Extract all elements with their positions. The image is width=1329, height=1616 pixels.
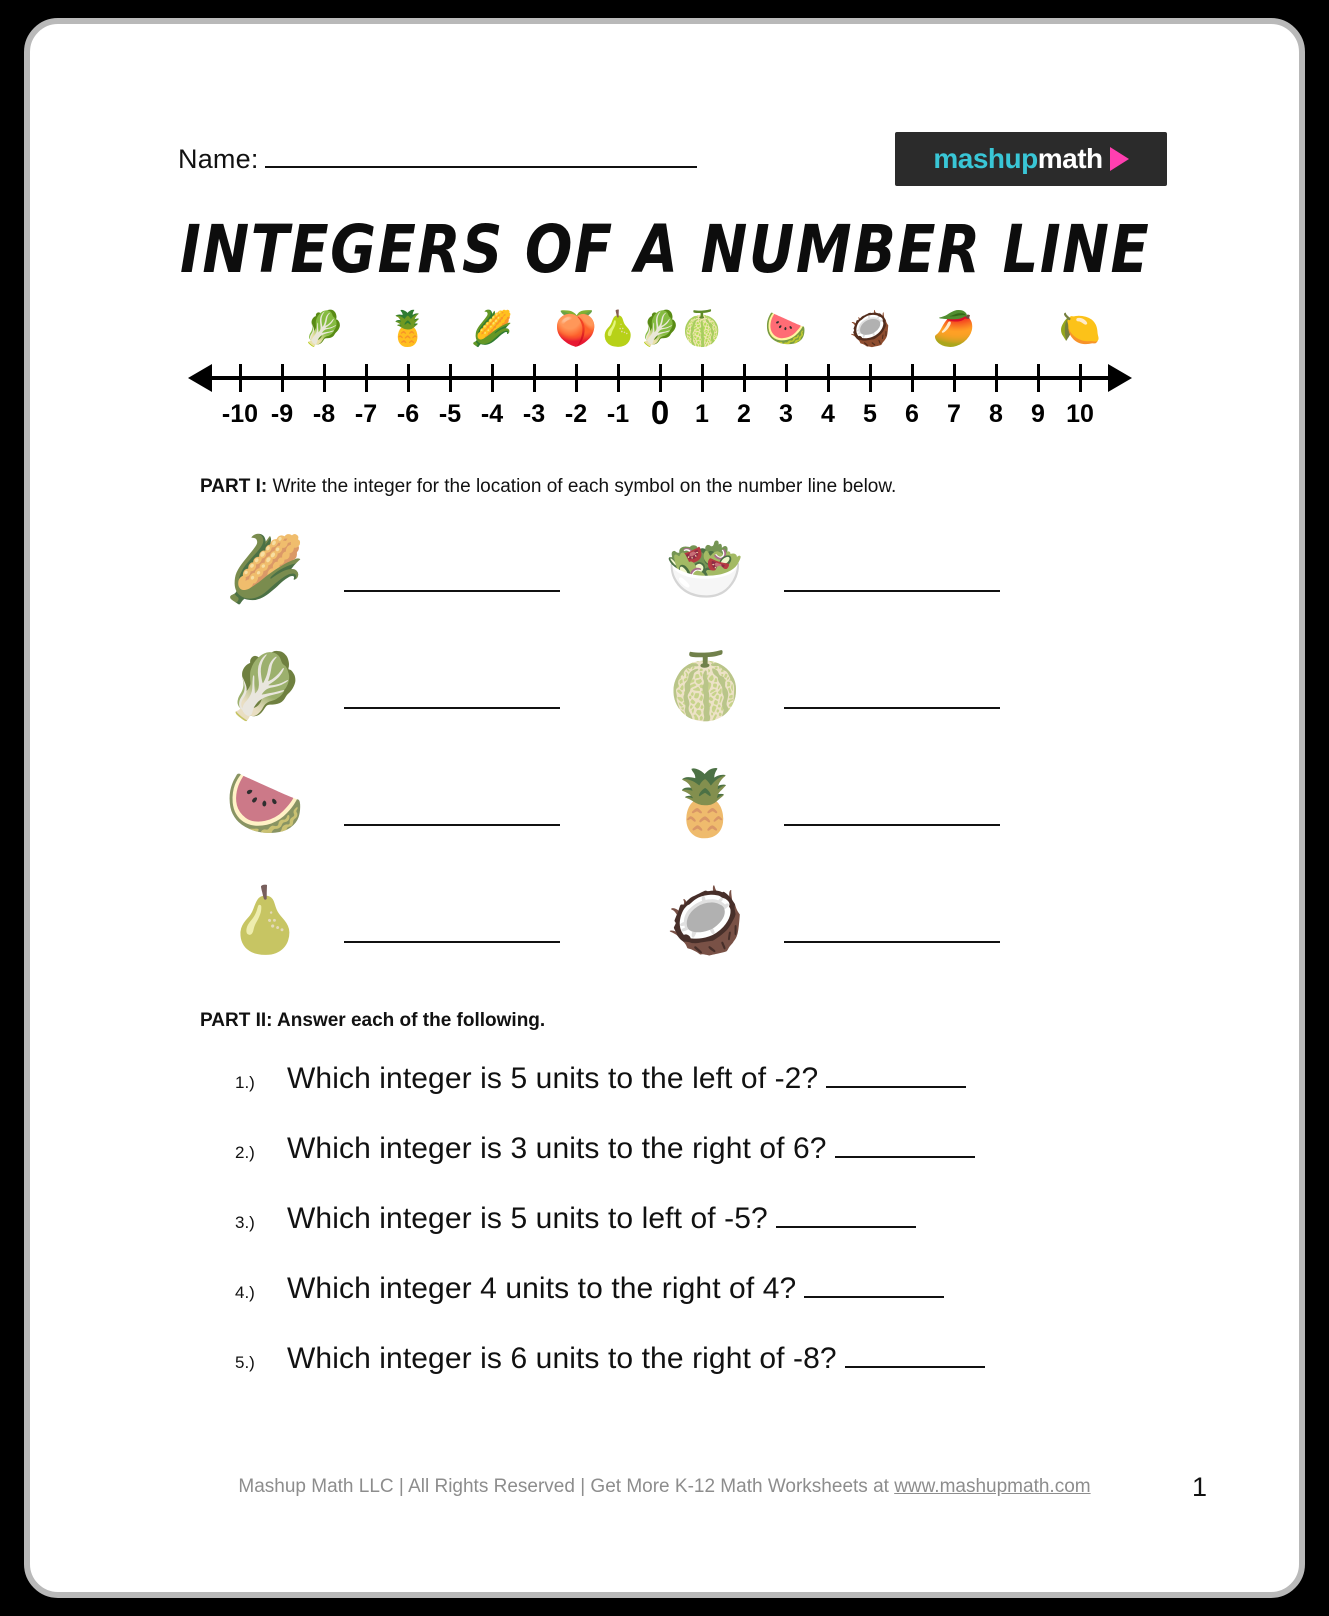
number-line-tick <box>1037 364 1040 392</box>
coconut-icon: 🥥 <box>665 883 745 956</box>
part1-symbol-row <box>640 744 1010 861</box>
number-line-right-arrow-icon <box>1108 364 1132 392</box>
number-line-tick <box>1079 364 1082 392</box>
number-line-left-arrow-icon <box>188 364 212 392</box>
number-line-label-5: 5 <box>863 400 877 428</box>
number-line-tick <box>953 364 956 392</box>
question-text: Which integer is 6 units to the right of -8? <box>287 1342 837 1375</box>
watermelon-icon: 🍉 <box>764 310 808 348</box>
question-row <box>235 1202 1215 1236</box>
number-line-label-0: 0 <box>650 394 670 431</box>
question-text-wrap <box>287 1062 966 1096</box>
number-line-tick <box>869 364 872 392</box>
mashup-math-logo <box>895 132 1167 186</box>
part1-heading <box>200 476 896 498</box>
part1-symbol-grid <box>200 510 990 980</box>
logo-text-mashup: mashup <box>933 143 1038 174</box>
number-line-label--5: -5 <box>438 400 462 428</box>
worksheet-sheet <box>30 24 1299 1592</box>
page-number: 1 <box>1191 1472 1207 1502</box>
beet-icon: 🥬 <box>638 310 682 348</box>
number-line-tick <box>533 364 536 392</box>
corn-icon: 🌽 <box>225 532 305 605</box>
name-label: Name: <box>178 144 259 174</box>
question-answer-blank[interactable] <box>845 1350 985 1368</box>
watermelon-icon: 🍉 <box>225 766 305 839</box>
question-row <box>235 1132 1215 1166</box>
number-line <box>210 310 1110 454</box>
part1-left-column <box>200 510 570 978</box>
question-text-wrap <box>287 1342 985 1376</box>
number-line-tick <box>995 364 998 392</box>
part1-answer-blank[interactable] <box>784 589 1000 592</box>
footer-link[interactable]: www.mashupmath.com <box>894 1476 1091 1497</box>
pineapple-icon: 🍍 <box>386 310 430 348</box>
number-line-label--3: -3 <box>522 400 546 428</box>
number-line-label-3: 3 <box>779 400 793 428</box>
question-answer-blank[interactable] <box>835 1140 975 1158</box>
part1-symbol-row <box>200 744 570 861</box>
number-line-label-2: 2 <box>737 400 751 428</box>
number-line-tick <box>281 364 284 392</box>
part1-symbol-row <box>200 627 570 744</box>
question-answer-blank[interactable] <box>804 1280 944 1298</box>
play-triangle-icon <box>1110 147 1129 171</box>
number-line-label-1: 1 <box>695 400 709 428</box>
logo-text-math: math <box>1037 143 1103 174</box>
question-number: 2.) <box>235 1143 255 1162</box>
part1-heading-rest: Write the integer for the location of each symbol on the number line below. <box>267 476 897 497</box>
question-answer-blank[interactable] <box>826 1070 966 1088</box>
number-line-label-7: 7 <box>947 400 961 428</box>
number-line-tick <box>449 364 452 392</box>
question-row <box>235 1062 1215 1096</box>
number-line-tick <box>827 364 830 392</box>
number-line-label-8: 8 <box>989 400 1003 428</box>
number-line-label--6: -6 <box>396 400 420 428</box>
question-text-wrap <box>287 1132 975 1166</box>
part1-answer-blank[interactable] <box>784 940 1000 943</box>
part1-symbol-row <box>200 861 570 978</box>
number-line-label--4: -4 <box>480 400 504 428</box>
number-line-tick <box>239 364 242 392</box>
question-text: Which integer is 5 units to left of -5? <box>287 1202 768 1235</box>
question-row <box>235 1342 1215 1376</box>
question-text-wrap <box>287 1202 916 1236</box>
part1-symbol-row <box>640 861 1010 978</box>
question-number: 3.) <box>235 1213 255 1232</box>
question-text-wrap <box>287 1272 944 1306</box>
part1-symbol-row <box>640 510 1010 627</box>
number-line-label--8: -8 <box>312 400 336 428</box>
question-text: Which integer is 3 units to the right of 6? <box>287 1132 827 1165</box>
coconut-icon: 🥥 <box>848 310 892 348</box>
question-text: Which integer 4 units to the right of 4? <box>287 1272 797 1305</box>
number-line-tick <box>785 364 788 392</box>
number-line-tick <box>911 364 914 392</box>
pear-icon: 🍐 <box>225 883 305 956</box>
melon-icon: 🍈 <box>680 310 724 348</box>
name-field-row <box>178 144 697 175</box>
number-line-label--10: -10 <box>221 400 259 428</box>
number-line-tick <box>617 364 620 392</box>
name-input-line[interactable] <box>265 146 697 168</box>
question-text: Which integer is 5 units to the left of -2? <box>287 1062 819 1095</box>
pineapple-icon: 🍍 <box>665 766 745 839</box>
melon-icon: 🍈 <box>665 649 745 722</box>
number-line-label-9: 9 <box>1031 400 1045 428</box>
number-line-tick <box>491 364 494 392</box>
footer <box>30 1476 1299 1498</box>
part1-answer-blank[interactable] <box>784 706 1000 709</box>
number-line-tick <box>407 364 410 392</box>
corn-icon: 🌽 <box>470 310 514 348</box>
number-line-label--7: -7 <box>354 400 378 428</box>
number-line-label--2: -2 <box>564 400 588 428</box>
part1-symbol-row <box>200 510 570 627</box>
part1-right-column <box>640 510 1010 978</box>
question-number: 1.) <box>235 1073 255 1092</box>
number-line-label-6: 6 <box>905 400 919 428</box>
worksheet-page <box>24 18 1305 1598</box>
part1-symbol-row <box>640 627 1010 744</box>
number-line-label-10: 10 <box>1066 400 1094 428</box>
lettuce-icon: 🥬 <box>225 649 305 722</box>
question-number: 5.) <box>235 1353 255 1372</box>
papaya-icon: 🥭 <box>932 310 976 348</box>
number-line-tick <box>365 364 368 392</box>
number-line-tick <box>701 364 704 392</box>
footer-text: Mashup Math LLC | All Rights Reserved | Get More K-12 Math Worksheets at <box>238 1476 895 1497</box>
question-number: 4.) <box>235 1283 255 1302</box>
part1-answer-blank[interactable] <box>784 823 1000 826</box>
part1-answer-blank[interactable] <box>344 589 560 592</box>
question-row <box>235 1272 1215 1306</box>
number-line-label-4: 4 <box>821 400 835 428</box>
number-line-tick <box>323 364 326 392</box>
beet-icon: 🥗 <box>665 532 745 605</box>
number-line-tick <box>743 364 746 392</box>
number-line-label--9: -9 <box>270 400 294 428</box>
lemon-icon: 🍋 <box>1058 310 1102 348</box>
number-line-tick <box>575 364 578 392</box>
part1-answer-blank[interactable] <box>344 823 560 826</box>
part1-heading-bold: PART I: <box>200 476 268 497</box>
pear-icon: 🍐 <box>596 310 640 348</box>
part2-heading <box>200 1010 545 1032</box>
part1-answer-blank[interactable] <box>344 940 560 943</box>
part2-question-list <box>235 1062 1215 1412</box>
lettuce-icon: 🥬 <box>302 310 346 348</box>
question-answer-blank[interactable] <box>776 1210 916 1228</box>
number-line-label--1: -1 <box>606 400 630 428</box>
part1-answer-blank[interactable] <box>344 706 560 709</box>
peach-icon: 🍑 <box>554 310 598 348</box>
number-line-tick <box>659 364 662 392</box>
part2-heading-text: PART II: Answer each of the following. <box>200 1010 546 1031</box>
page-title: INTEGERS OF A NUMBER LINE <box>180 212 1151 289</box>
